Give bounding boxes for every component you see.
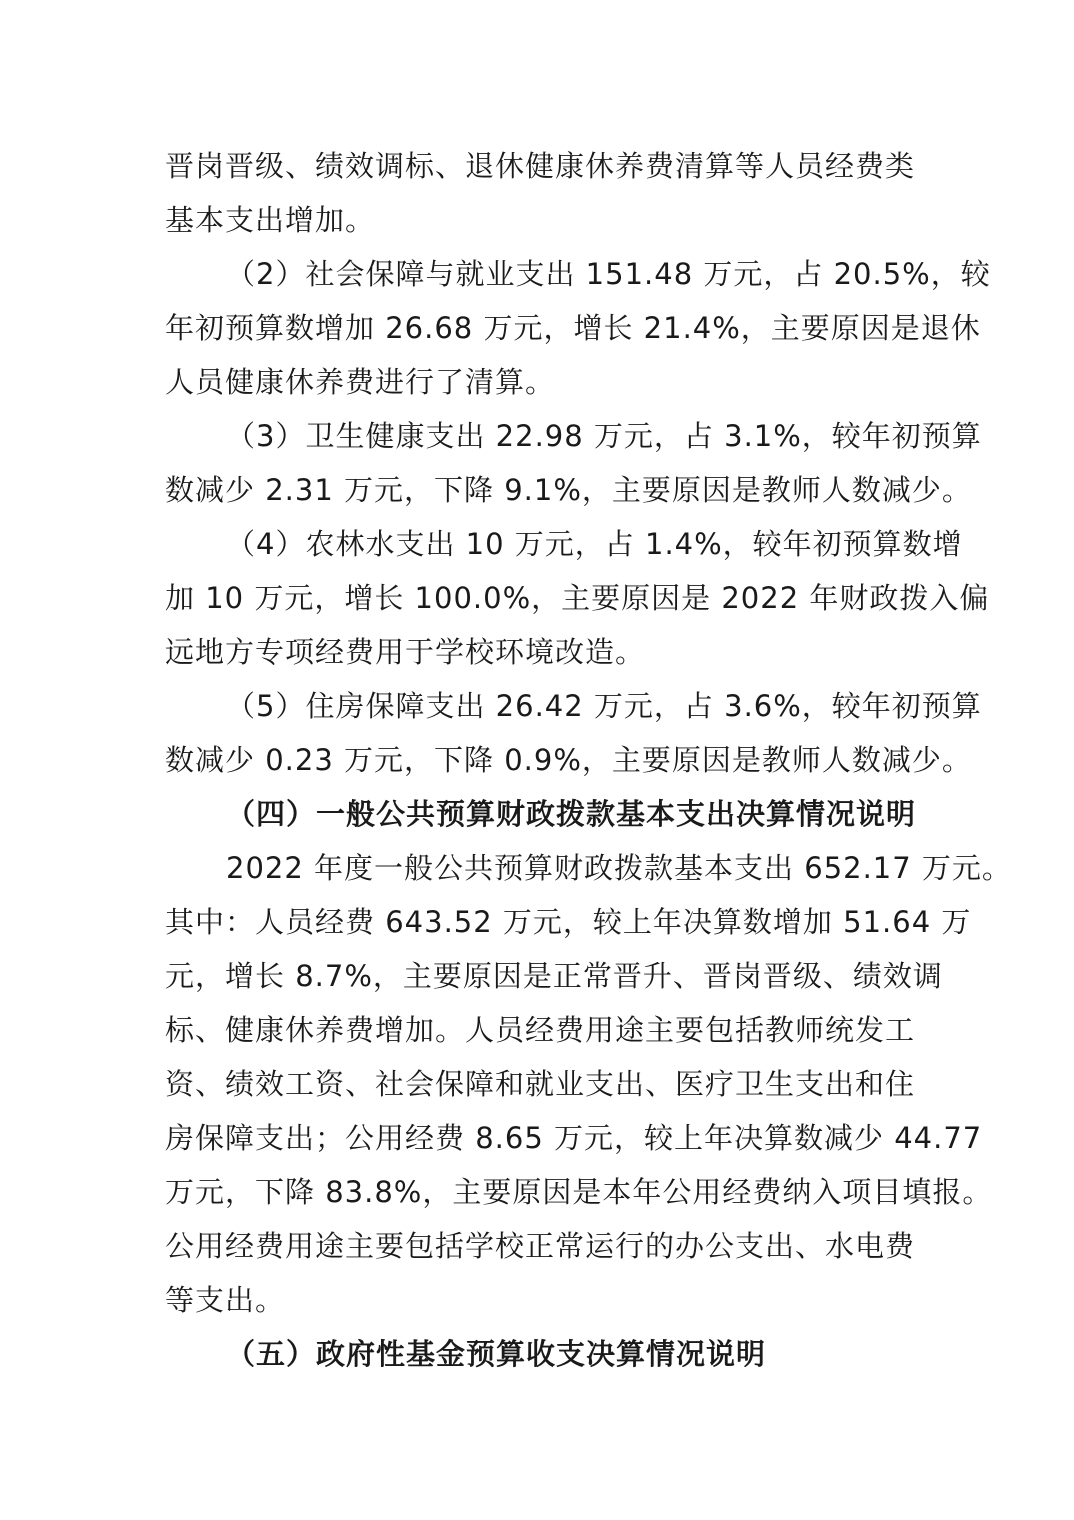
paragraph-line: 其中：人员经费 643.52 万元，较上年决算数增加 51.64 万	[165, 905, 972, 939]
paragraph-line: 等支出。	[165, 1283, 286, 1317]
paragraph-line: 公用经费用途主要包括学校正常运行的办公支出、水电费	[165, 1229, 916, 1263]
paragraph-line: 标、健康休养费增加。人员经费用途主要包括教师统发工	[165, 1013, 916, 1047]
paragraph-line: 加 10 万元，增长 100.0%，主要原因是 2022 年财政拨入偏	[165, 581, 990, 615]
paragraph-line: 基本支出增加。	[165, 203, 376, 237]
paragraph-line: （2）社会保障与就业支出 151.48 万元，占 20.5%，较	[226, 257, 991, 291]
paragraph-line: 人员健康休养费进行了清算。	[165, 365, 556, 399]
paragraph-line: 远地方专项经费用于学校环境改造。	[165, 635, 646, 669]
paragraph-line: （5）住房保障支出 26.42 万元，占 3.6%，较年初预算	[226, 689, 982, 723]
paragraph-line: 资、绩效工资、社会保障和就业支出、医疗卫生支出和住	[165, 1067, 916, 1101]
paragraph-line: 元，增长 8.7%，主要原因是正常晋升、晋岗晋级、绩效调	[165, 959, 943, 993]
paragraph-line: 晋岗晋级、绩效调标、退休健康休养费清算等人员经费类	[165, 149, 916, 183]
paragraph-line: 年初预算数增加 26.68 万元，增长 21.4%，主要原因是退休	[165, 311, 981, 345]
section-heading: （五）政府性基金预算收支决算情况说明	[226, 1337, 767, 1371]
section-heading: （四）一般公共预算财政拨款基本支出决算情况说明	[226, 797, 917, 831]
paragraph-line: 房保障支出；公用经费 8.65 万元，较上年决算数减少 44.77	[165, 1121, 983, 1155]
paragraph-line: 2022 年度一般公共预算财政拨款基本支出 652.17 万元。	[226, 851, 1012, 885]
paragraph-line: （3）卫生健康支出 22.98 万元，占 3.1%，较年初预算	[226, 419, 982, 453]
paragraph-line: 数减少 0.23 万元，下降 0.9%，主要原因是教师人数减少。	[165, 743, 972, 777]
paragraph-line: 万元，下降 83.8%，主要原因是本年公用经费纳入项目填报。	[165, 1175, 993, 1209]
paragraph-line: 数减少 2.31 万元，下降 9.1%，主要原因是教师人数减少。	[165, 473, 972, 507]
paragraph-line: （4）农林水支出 10 万元，占 1.4%，较年初预算数增	[226, 527, 963, 561]
